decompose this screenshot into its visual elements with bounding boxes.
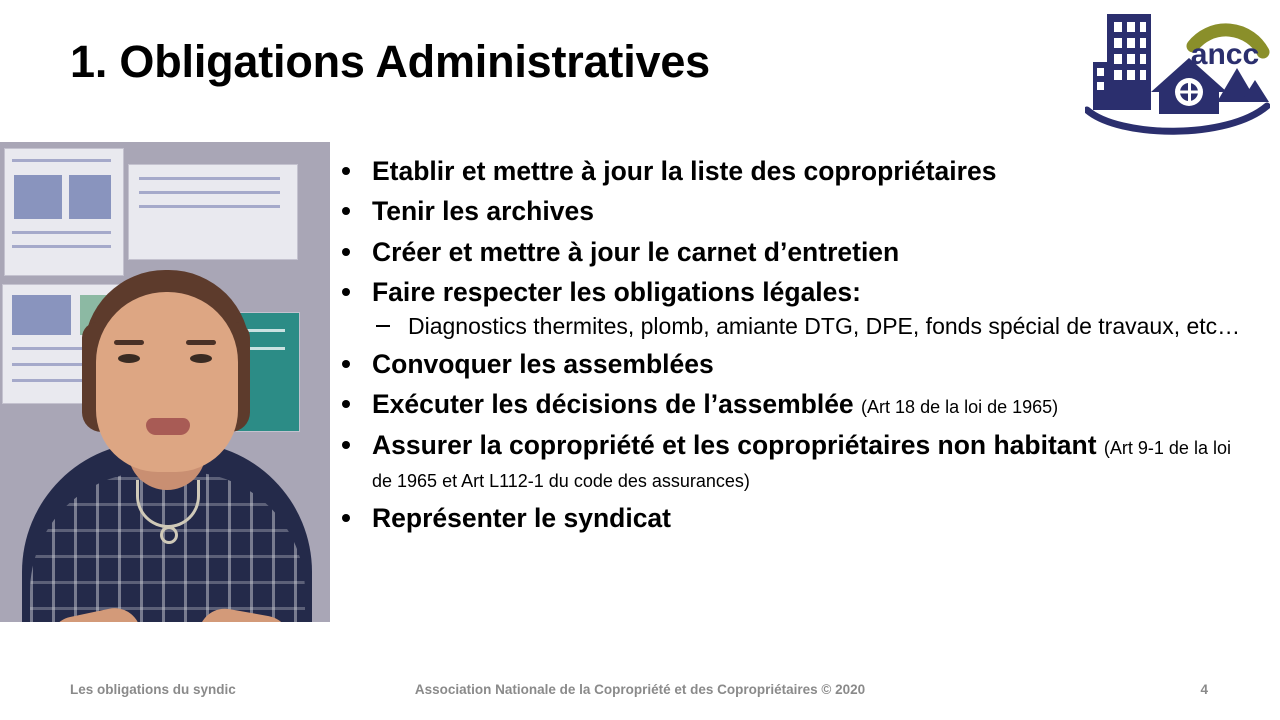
bullet-note: (Art 18 de la loi de 1965) <box>861 397 1059 418</box>
bullet-list-container <box>336 155 1242 543</box>
bullet-text: Représenter le syndicat <box>372 503 671 534</box>
bullet-text: Assurer la copropriété et les copropriétaires non habitant <box>372 429 1097 460</box>
bullet-dot-icon <box>342 207 350 215</box>
bullet-dot-icon <box>342 441 350 449</box>
presenter-face <box>96 292 238 472</box>
poster <box>128 164 298 260</box>
poster <box>4 148 124 276</box>
bullet-text: Faire respecter les obligations légales: <box>372 277 861 308</box>
logo-wordmark: ancc <box>1190 38 1260 71</box>
list-item <box>336 348 1242 381</box>
bullet-dot-icon <box>342 514 350 522</box>
bullet-text: Etablir et mettre à jour la liste des copropriétaires <box>372 156 997 186</box>
list-item <box>336 502 1242 535</box>
bullet-text: Exécuter les décisions de l’assemblée <box>372 389 854 420</box>
bullet-dot-icon <box>342 248 350 256</box>
presenter-mouth <box>146 418 190 435</box>
slide-footer <box>0 682 1280 702</box>
list-item <box>336 429 1242 496</box>
bullet-dot-icon <box>342 400 350 408</box>
presenter-pendant <box>160 526 178 544</box>
bullet-dash-icon <box>376 325 390 327</box>
bullet-dot-icon <box>342 288 350 296</box>
presenter-brow-left <box>114 340 144 345</box>
bullet-note: (Art 9-1 de la loi de 1965 et Art L112-1 du code des assurances) <box>372 437 1231 492</box>
bullet-dot-icon <box>342 360 350 368</box>
bullet-text: Convoquer les assemblées <box>372 348 714 379</box>
presenter-brow-right <box>186 340 216 345</box>
bullet-text: Tenir les archives <box>372 196 594 227</box>
presenter-eye-left <box>118 354 140 363</box>
footer-center-text: Association Nationale de la Copropriété et des Copropriétaires © 2020 <box>414 682 866 697</box>
bullet-dot-icon <box>342 167 350 175</box>
slide-number: 4 <box>1200 682 1208 697</box>
footer-left-text: Les obligations du syndic <box>70 682 236 697</box>
presenter-photo <box>0 142 330 622</box>
list-item <box>336 155 1242 188</box>
list-item <box>336 236 1242 269</box>
sub-list-item <box>372 312 1242 341</box>
bullet-list <box>336 155 1242 536</box>
list-item <box>336 276 1242 341</box>
list-item <box>336 388 1242 421</box>
ancc-logo <box>1085 6 1270 136</box>
sub-bullet-list <box>372 312 1242 341</box>
presenter-eye-right <box>190 354 212 363</box>
page-title: 1. Obligations Administratives <box>70 36 710 87</box>
sub-bullet-text: Diagnostics thermites, plomb, amiante DTG, DPE, fonds spécial de travaux, etc… <box>408 312 1241 339</box>
list-item <box>336 195 1242 228</box>
bullet-text: Créer et mettre à jour le carnet d’entretien <box>372 236 900 267</box>
